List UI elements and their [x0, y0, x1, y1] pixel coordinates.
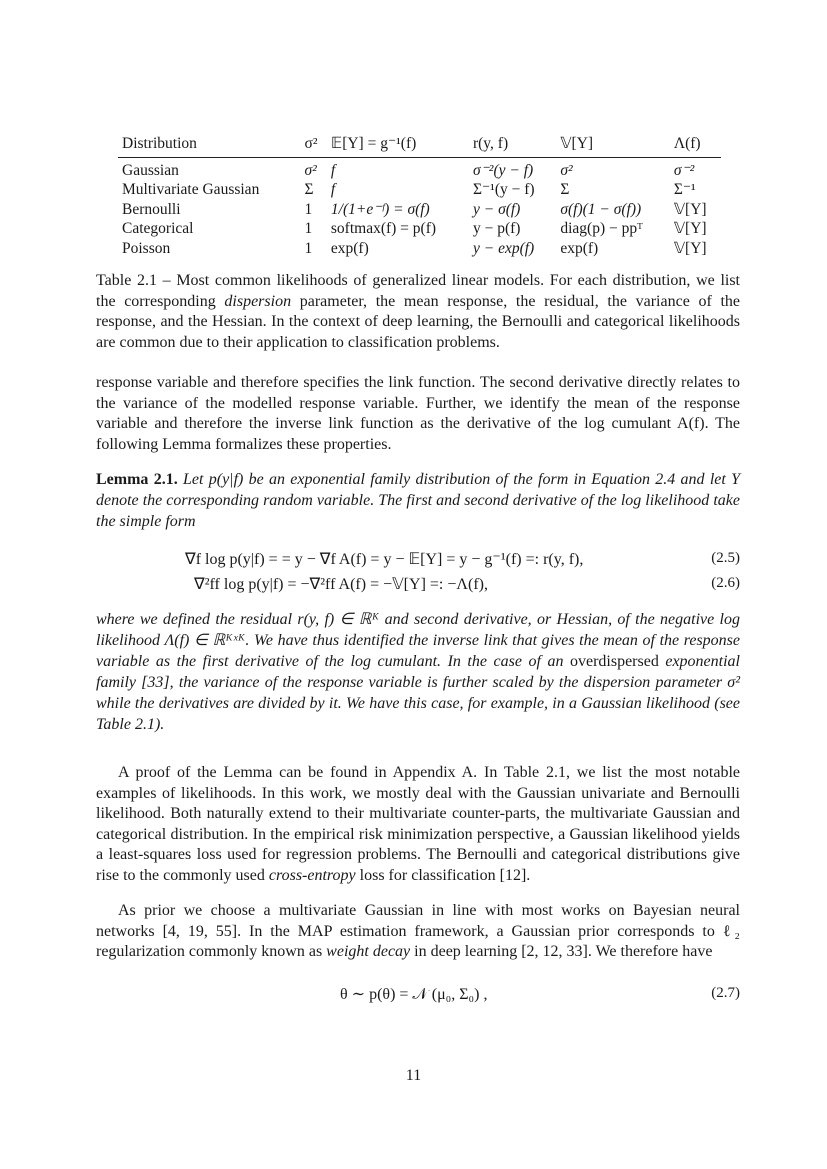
- table-header-row: [118, 132, 721, 157]
- paragraph: [96, 763, 740, 886]
- table-cell: Bernoulli: [122, 200, 181, 218]
- table-cell: y − exp(f): [472, 239, 535, 257]
- lemma-heading: Lemma 2.1.: [96, 471, 178, 488]
- table-cell: diag(p) − ppᵀ: [560, 220, 643, 237]
- table-cell: Σ: [560, 181, 570, 198]
- table-header-cell: Distribution: [118, 132, 301, 157]
- table-cell: softmax(f) = p(f): [330, 220, 437, 237]
- table-row: [118, 157, 721, 180]
- lemma-text: exponential family [33], the variance of the response variable is further scaled by the dispersion parameter σ² while the derivatives are divided by it. We have this case, for example, in a Gaussian likelihood (see Table 2.1).: [96, 653, 740, 733]
- table-cell: σ²: [304, 161, 317, 179]
- table-cell: σ(f)(1 − σ(f)): [560, 200, 642, 218]
- table-cell: y − p(f): [472, 220, 521, 237]
- table-cell: Poisson: [122, 239, 171, 257]
- paragraph-emphasis: cross-entropy: [268, 866, 356, 884]
- table-cell: exp(f): [330, 239, 369, 257]
- caption-emphasis: dispersion: [224, 292, 292, 310]
- table-cell: 𝕍[Y]: [673, 200, 707, 218]
- caption-text: Table 2.1 – Most common likelihoods of generalized linear models. For each distribution, we list the corresponding: [96, 272, 740, 310]
- paragraph-text: loss for classification [12].: [355, 866, 531, 884]
- table-cell: 𝕍[Y]: [673, 220, 707, 237]
- table-cell: 1: [304, 239, 313, 257]
- lemma-upright-word: overdispersed: [569, 653, 659, 670]
- paragraph-text: A proof of the Lemma can be found in Appendix A. In Table 2.1, we list the most notable examples of likelihoods. In this work, we mostly deal with the Gaussian univariate and Bernoulli likelihood. Both naturally extend to their multivariate counter-parts, the multivariate Gaussian and categorical distribution. In the empirical risk minimization perspective, a Gaussian likelihood yields a least-squares loss used for regression problems. The Bernoulli and categorical distributions give rise to the commonly used: [96, 764, 740, 884]
- table-cell: 1: [304, 220, 313, 237]
- table-cell: f: [330, 181, 336, 198]
- table-cell: Σ⁻¹: [673, 181, 696, 198]
- table-cell: 𝕍[Y]: [673, 239, 707, 257]
- table-cell: y − σ(f): [472, 200, 521, 218]
- table-cell: Σ⁻¹(y − f): [472, 181, 535, 198]
- paragraph-emphasis: weight decay: [326, 943, 411, 960]
- paragraph: response variable and therefore specifies the link function. The second derivative directly relates to the variance of the modelled response variable. Further, we identify the mean of the response variable and therefore the inverse link function as the derivative of the log cumulant A(f). The following Lemma formalizes these properties.: [96, 374, 740, 453]
- table-cell: Gaussian: [122, 161, 179, 179]
- paragraph-text: in deep learning [2, 12, 33]. We therefore have: [410, 943, 713, 960]
- lemma-block: [96, 469, 740, 532]
- lemma-text: Let p(y|f) be an exponential family distribution of the form in Equation 2.4 and let Y denote the corresponding random variable. The first and second derivative of the log likelihood take the simple form: [96, 471, 740, 530]
- equation-2-7: θ ∼ p(θ) = 𝒩 (μ₀, Σ₀) ,: [340, 986, 488, 1003]
- table-row: [118, 219, 721, 239]
- page-number: 11: [405, 1067, 422, 1084]
- paragraph: [96, 901, 740, 963]
- equation-number: (2.5): [711, 550, 740, 566]
- table-cell: σ²: [560, 161, 573, 179]
- table-row: [118, 180, 721, 200]
- table-cell: Categorical: [122, 220, 194, 237]
- table-row: [118, 239, 721, 259]
- table-cell: σ⁻²(y − f): [472, 161, 534, 179]
- table-header-cell: σ²: [301, 132, 327, 157]
- table-header-cell: 𝕍[Y]: [556, 132, 669, 157]
- table-caption: [96, 271, 740, 353]
- equation-2-5: ∇f log p(y|f) = = y − ∇f A(f) = y − 𝔼[Y] = y − g⁻¹(f) =: r(y, f),: [185, 551, 584, 568]
- table-cell: σ⁻²: [673, 161, 695, 179]
- table-cell: 1/(1+e⁻ᶠ) = σ(f): [330, 200, 430, 218]
- table-cell: f: [330, 161, 336, 179]
- table-cell: Σ: [304, 181, 314, 198]
- table-header-cell: 𝔼[Y] = g⁻¹(f): [327, 132, 469, 157]
- equation-2-6: ∇²ff log p(y|f) = −∇²ff A(f) = −𝕍[Y] =: −Λ(f),: [194, 576, 488, 593]
- table-row: [118, 200, 721, 220]
- equation-number: (2.7): [711, 985, 740, 1001]
- table-cell: 1: [304, 200, 313, 218]
- lemma-text: where we defined the residual r(y, f) ∈ ℝᴷ and second derivative, or Hessian, of the negative log likelihood Λ(f) ∈ ℝᴷˣᴷ. We have thus identified the inverse link that gives the mean of the response variable as the first derivative of the log cumulant. In the case of an: [96, 611, 740, 670]
- lemma-continuation: [96, 609, 740, 735]
- table-cell: Multivariate Gaussian: [122, 181, 260, 198]
- equation-number: (2.6): [711, 575, 740, 591]
- table-header-cell: r(y, f): [469, 132, 556, 157]
- table-header-cell: Λ(f): [670, 132, 721, 157]
- likelihoods-table: [118, 132, 721, 258]
- table-cell: exp(f): [560, 239, 599, 257]
- caption-text: parameter, the mean response, the residual, the variance of the response, and the Hessian. In the context of deep learning, the Bernoulli and categorical likelihoods are common due to their application to classification problems.: [96, 292, 740, 351]
- paragraph-text: As prior we choose a multivariate Gaussian in line with most works on Bayesian neural networks [4, 19, 55]. In the MAP estimation framework, a Gaussian prior corresponds to ℓ₂ regularization commonly known as: [96, 902, 740, 960]
